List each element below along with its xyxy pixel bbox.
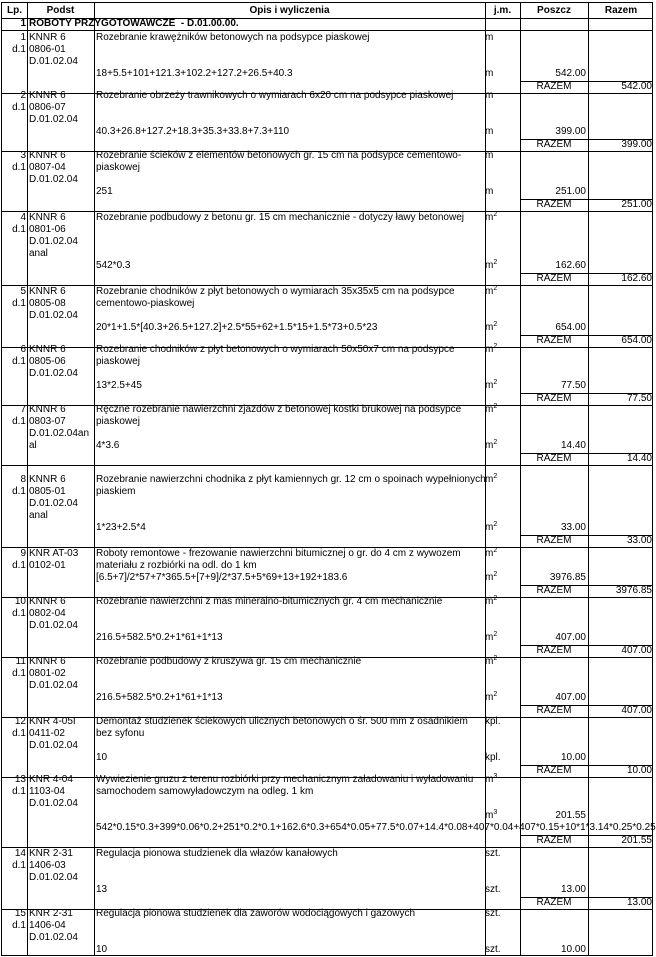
item-chapter: d.1: [12, 224, 26, 235]
unit-superscript: 3: [493, 773, 498, 780]
razem-label: RAZEM: [536, 393, 572, 404]
item-basis-line: KNNR 6: [29, 656, 66, 667]
item-total: 10.00: [626, 765, 652, 776]
item-basis-line: 0807-04: [29, 162, 66, 173]
item-chapter: d.1: [12, 486, 26, 497]
razem-label: RAZEM: [536, 453, 572, 464]
item-calculation: [6.5+7]/2*57+7*365.5+[7+9]/2*37.5+5*69+13+192+183.6: [96, 572, 348, 583]
item-total: 3976.85: [615, 585, 652, 596]
item-basis-line: 0806-01: [29, 44, 66, 55]
razem-label: RAZEM: [536, 765, 572, 776]
item-calculation: 216.5+582.5*0.2+1*61+1*13: [96, 692, 223, 703]
unit-superscript: 2: [493, 521, 498, 528]
unit-superscript: 2: [493, 547, 498, 554]
item-calculation: 18+5.5+101+121.3+102.2+127.2+26.5+40.3: [96, 68, 293, 79]
header-podst: Podst: [46, 5, 75, 16]
unit-superscript: 2: [493, 595, 498, 602]
item-subtotal: 10.00: [560, 944, 586, 955]
item-subtotal: 407.00: [555, 632, 586, 643]
item-basis-line: 0801-06: [29, 224, 66, 235]
item-calculation: 542*0.15*0.3+399*0.06*0.2+251*0.2*0.1+162.6*0.3+654*0.05+77.5*0.07+14.4*0.08+407*0.04+407*0.15+10*1*3.14*0.25*0.25: [96, 822, 656, 833]
item-basis-line: al: [29, 440, 37, 451]
header-jm: j.m.: [493, 5, 512, 16]
item-description: Ręczne rozebranie nawierzchni zjazdów z betonowej kostki brukowej na podsypce piaskowej: [96, 404, 462, 427]
item-chapter: d.1: [12, 860, 26, 871]
item-subtotal: 201.55: [555, 810, 586, 821]
item-unit: $m^2$: [485, 259, 498, 271]
razem-label: RAZEM: [536, 705, 572, 716]
item-basis-line: D.01.02.04: [29, 368, 78, 379]
item-basis-line: D.01.02.04: [29, 620, 78, 631]
item-description: Roboty remontowe - frezowanie nawierzchni bitumicznej o gr. do 4 cm z wywozem materiału z rozbiórki na odl. do 1 km: [96, 548, 461, 571]
item-calculation: 216.5+582.5*0.2+1*61+1*13: [96, 632, 223, 643]
item-basis-line: D.01.02.04: [29, 174, 78, 185]
item-number: 1: [20, 32, 26, 43]
razem-label: RAZEM: [536, 273, 572, 284]
item-subtotal: 77.50: [560, 380, 586, 391]
item-unit: m: [485, 126, 494, 137]
item-basis-line: D.01.02.04: [29, 740, 78, 751]
item-chapter: d.1: [12, 560, 26, 571]
item-unit-head: m: [485, 90, 494, 101]
unit-superscript: 2: [493, 343, 498, 350]
razem-label: RAZEM: [536, 897, 572, 908]
item-basis-line: D.01.02.04an: [29, 428, 90, 439]
item-basis-line: KNNR 6: [29, 404, 66, 415]
item-basis-line: 0411-02: [29, 728, 65, 739]
unit-superscript: 2: [493, 439, 498, 446]
item-unit: $m^2$: [485, 321, 498, 333]
item-unit-head: kpl.: [485, 716, 501, 727]
item-unit: kpl.: [485, 752, 501, 763]
item-unit-head: szt.: [485, 908, 501, 919]
item-subtotal: 407.00: [555, 692, 586, 703]
item-basis-line: KNNR 6: [29, 344, 66, 355]
item-total: 654.00: [621, 335, 652, 346]
item-subtotal: 3976.85: [549, 572, 586, 583]
item-number: 13: [14, 774, 26, 785]
item-basis-line: KNR 2-31: [29, 908, 73, 919]
item-description: Rozebranie nawierzchni chodnika z płyt kamiennych gr. 12 cm o spoinach wypełnionych piaskiem: [96, 474, 486, 497]
col-divider-podst: [94, 3, 95, 955]
item-basis-line: D.01.02.04: [29, 872, 78, 883]
unit-superscript: 2: [493, 379, 498, 386]
item-unit: $m^2$: [485, 571, 498, 583]
item-unit: m: [485, 186, 494, 197]
item-subtotal: 13.00: [560, 884, 586, 895]
item-basis-line: 1406-04: [29, 920, 66, 931]
item-basis-line: 0805-01: [29, 486, 66, 497]
item-description: Rozebranie ścieków z elementów betonowych gr. 15 cm na podsypce cementowo-piaskowej: [96, 150, 462, 173]
item-description: Regulacja pionowa studzienek dla zaworów wodociągowych i gazowych: [96, 908, 416, 919]
item-subtotal: 162.60: [555, 260, 586, 271]
item-total: 201.55: [621, 835, 652, 846]
item-number: 6: [20, 344, 26, 355]
unit-superscript: 2: [493, 691, 498, 698]
item-basis-line: KNNR 6: [29, 32, 66, 43]
item-basis-line: KNR 4-05I: [29, 716, 76, 727]
unit-superscript: 2: [493, 403, 498, 410]
section-divider: [2, 30, 652, 31]
item-description: Rozebranie obrzeży trawnikowych o wymiarach 6x20 cm na podsypce piaskowej: [96, 90, 454, 101]
section-number: 1: [20, 18, 26, 29]
item-unit-head: $m^2$: [485, 343, 498, 355]
item-chapter: d.1: [12, 102, 26, 113]
item-basis-line: D.01.02.04: [29, 114, 78, 125]
item-unit-head: $m^2$: [485, 655, 498, 667]
section-title: ROBOTY PRZYGOTOWAWCZE - D.01.00.00.: [29, 18, 239, 29]
item-subtotal: 10.00: [560, 752, 586, 763]
item-unit-head: $m^2$: [485, 211, 498, 223]
razem-label: RAZEM: [536, 585, 572, 596]
item-unit-head: m: [485, 150, 494, 161]
item-total: 407.00: [621, 705, 652, 716]
item-basis-line: 0801-02: [29, 668, 66, 679]
razem-label: RAZEM: [536, 645, 572, 656]
item-calculation: 10: [96, 944, 108, 955]
item-number: 3: [20, 150, 26, 161]
item-description: Rozebranie nawierzchni z mas mineralno-bitumicznych gr. 4 cm mechanicznie: [96, 596, 443, 607]
item-basis-line: 0102-01: [29, 560, 66, 571]
unit-superscript: 2: [493, 631, 498, 638]
item-unit: $m^2$: [485, 521, 498, 533]
item-calculation: 1*23+2.5*4: [96, 522, 146, 533]
item-basis-line: 0805-08: [29, 298, 66, 309]
item-calculation: 10: [96, 752, 108, 763]
item-number: 15: [14, 908, 26, 919]
unit-superscript: 3: [493, 809, 498, 816]
item-basis-line: 0803-07: [29, 416, 66, 427]
item-number: 4: [20, 212, 26, 223]
col-divider-lp: [27, 3, 28, 955]
item-description: Demontaż studzienek ściekowych ulicznych betonowych o śr. 500 mm z osadnikiem bez syfonu: [96, 716, 468, 739]
item-total: 251.00: [621, 199, 652, 210]
item-description: Regulacja pionowa studzienek dla włazów kanałowych: [96, 848, 338, 859]
item-basis-line: 1103-04: [29, 786, 65, 797]
item-total: 162.60: [621, 273, 652, 284]
item-unit: m: [485, 68, 494, 79]
razem-label: RAZEM: [536, 139, 572, 150]
item-basis-line: KNNR 6: [29, 150, 66, 161]
item-basis-line: KNNR 6: [29, 474, 66, 485]
item-chapter: d.1: [12, 786, 26, 797]
item-basis-line: KNNR 6: [29, 90, 66, 101]
item-unit: szt.: [485, 944, 501, 955]
item-number: 2: [20, 90, 26, 101]
item-subtotal: 542.00: [555, 68, 586, 79]
unit-superscript: 2: [493, 571, 498, 578]
item-calculation: 40.3+26.8+127.2+18.3+35.3+33.8+7.3+110: [96, 126, 290, 137]
razem-label: RAZEM: [536, 199, 572, 210]
item-chapter: d.1: [12, 608, 26, 619]
item-basis-line: D.01.02.04: [29, 680, 78, 691]
item-calculation: 542*0.3: [96, 260, 131, 271]
item-basis-line: 0806-07: [29, 102, 66, 113]
item-number: 14: [14, 848, 26, 859]
item-chapter: d.1: [12, 728, 26, 739]
item-unit-head: $m^3$: [485, 773, 498, 785]
item-basis-line: D.01.02.04: [29, 310, 78, 321]
item-number: 8: [20, 474, 26, 485]
row-divider: [2, 465, 652, 466]
item-basis-line: 1406-03: [29, 860, 66, 871]
item-basis-line: KNR 2-31: [29, 848, 73, 859]
item-chapter: d.1: [12, 668, 26, 679]
razem-label: RAZEM: [536, 835, 572, 846]
item-description: Wywiezienie gruzu z terenu rozbiórki przy mechanicznym załadowaniu i wyładowaniu samochodem samowyładowczym na odleg. 1 km: [96, 774, 474, 797]
item-total: 77.50: [626, 393, 652, 404]
item-calculation: 251: [96, 186, 113, 197]
item-unit-head: szt.: [485, 848, 501, 859]
item-subtotal: 251.00: [555, 186, 586, 197]
item-chapter: d.1: [12, 356, 26, 367]
item-unit-head: $m^2$: [485, 285, 498, 297]
item-total: 14.40: [626, 453, 652, 464]
item-subtotal: 654.00: [555, 322, 586, 333]
item-description: Rozebranie chodników z płyt betonowych o wymiarach 35x35x5 cm na podsypce cementowo-piaskowej: [96, 286, 455, 309]
item-number: 12: [14, 716, 26, 727]
item-basis-line: KNNR 6: [29, 212, 66, 223]
item-number: 7: [20, 404, 26, 415]
item-chapter: d.1: [12, 298, 26, 309]
item-chapter: d.1: [12, 162, 26, 173]
item-total: 542.00: [621, 81, 652, 92]
item-unit: $m^2$: [485, 379, 498, 391]
item-total: 399.00: [621, 139, 652, 150]
item-basis-line: D.01.02.04: [29, 236, 78, 247]
unit-superscript: 2: [493, 655, 498, 662]
header-poszcz: Poszcz: [537, 5, 571, 16]
item-unit: $m^2$: [485, 691, 498, 703]
item-basis-line: D.01.02.04: [29, 798, 78, 809]
item-unit: szt.: [485, 884, 501, 895]
item-basis-line: KNNR 6: [29, 286, 66, 297]
item-number: 10: [14, 596, 26, 607]
cost-estimate-table: [1, 2, 656, 956]
item-basis-line: D.01.02.04: [29, 56, 78, 67]
razem-label: RAZEM: [536, 81, 572, 92]
razem-label: RAZEM: [536, 335, 572, 346]
unit-superscript: 2: [493, 285, 498, 292]
item-chapter: d.1: [12, 44, 26, 55]
item-total: 33.00: [626, 535, 652, 546]
item-basis-line: 0802-04: [29, 608, 66, 619]
item-description: Rozebranie chodników z płyt betonowych o wymiarach 50x50x7 cm na podsypce piaskowej: [96, 344, 455, 367]
item-chapter: d.1: [12, 920, 26, 931]
item-number: 5: [20, 286, 26, 297]
item-unit-head: $m^2$: [485, 473, 498, 485]
item-calculation: 4*3.6: [96, 440, 120, 451]
item-total: 407.00: [621, 645, 652, 656]
item-number: 9: [20, 548, 26, 559]
item-subtotal: 14.40: [560, 440, 586, 451]
item-basis-line: KNR AT-03: [29, 548, 79, 559]
item-subtotal: 399.00: [555, 126, 586, 137]
item-unit: $m^2$: [485, 631, 498, 643]
item-basis-line: anal: [29, 510, 48, 521]
item-basis-line: KNR 4-04: [29, 774, 73, 785]
item-basis-line: 0805-06: [29, 356, 66, 367]
item-description: Rozebranie podbudowy z betonu gr. 15 cm mechanicznie - dotyczy ławy betonowej: [96, 212, 464, 223]
header-lp: Lp.: [7, 5, 22, 16]
item-chapter: d.1: [12, 416, 26, 427]
item-description: Rozebranie podbudowy z kruszywa gr. 15 cm mechanicznie: [96, 656, 362, 667]
item-unit-head: $m^2$: [485, 403, 498, 415]
header-opis: Opis i wyliczenia: [249, 5, 330, 16]
item-calculation: 13: [96, 884, 108, 895]
item-unit-head: $m^2$: [485, 595, 498, 607]
item-basis-line: D.01.02.04: [29, 932, 78, 943]
item-basis-line: anal: [29, 248, 48, 259]
item-subtotal: 33.00: [560, 522, 586, 533]
item-unit: $m^3$: [485, 809, 498, 821]
razem-label: RAZEM: [536, 535, 572, 546]
item-unit: $m^2$: [485, 439, 498, 451]
item-description: Rozebranie krawężników betonowych na podsypce piaskowej: [96, 32, 370, 43]
item-total: 13.00: [626, 897, 652, 908]
item-calculation: 20*1+1.5*[40.3+26.5+127.2]+2.5*55+62+1.5*15+1.5*73+0.5*23: [96, 322, 378, 333]
header-razem: Razem: [604, 5, 638, 16]
item-number: 11: [15, 656, 26, 667]
item-unit-head: $m^2$: [485, 547, 498, 559]
unit-superscript: 2: [493, 259, 498, 266]
item-calculation: 13*2.5+45: [96, 380, 142, 391]
unit-superscript: 2: [493, 473, 498, 480]
unit-superscript: 2: [493, 321, 498, 328]
item-basis-line: D.01.02.04: [29, 498, 78, 509]
item-unit-head: m: [485, 32, 494, 43]
unit-superscript: 2: [493, 211, 498, 218]
item-basis-line: KNNR 6: [29, 596, 66, 607]
